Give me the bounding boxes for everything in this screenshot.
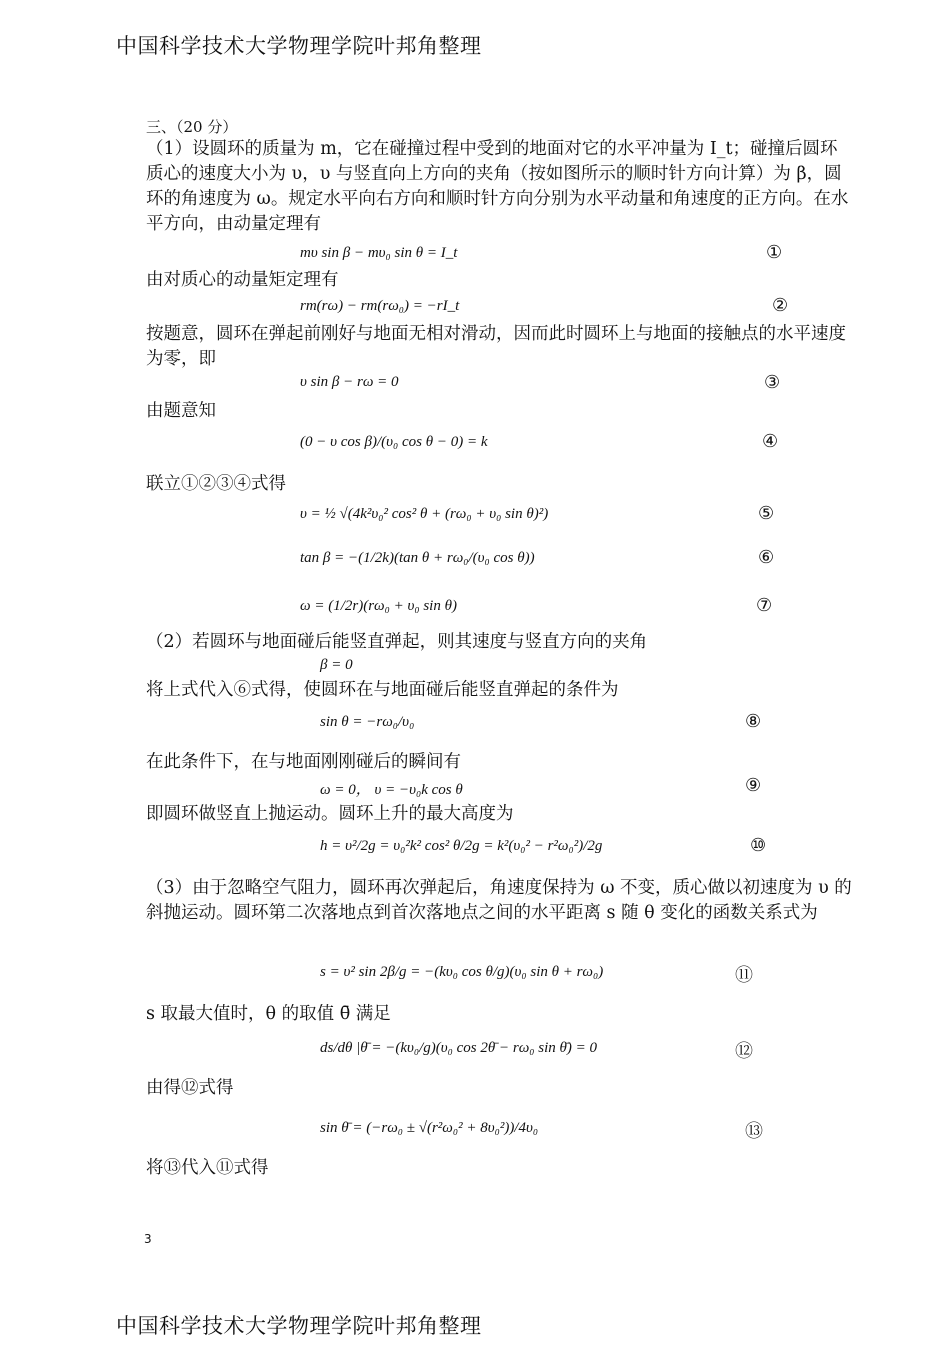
equation-7: ω = (1/2r)(rω₀ + υ₀ sin θ)	[300, 598, 457, 614]
eq-number-10: ⑩	[750, 835, 767, 856]
equation-9: ω = 0， υ = −υ₀k cos θ	[320, 782, 463, 798]
text-condition: 在此条件下，在与地面刚刚碰后的瞬间有	[146, 752, 461, 772]
eq-number-4: ④	[762, 431, 779, 452]
page-number: 3	[144, 1232, 152, 1246]
paragraph-part2: （2）若圆环与地面碰后能竖直弹起，则其速度与竖直方向的夹角	[146, 632, 648, 652]
text-angular-momentum: 由对质心的动量矩定理有	[146, 270, 339, 290]
text-substitute: 将上式代入⑥式得，使圆环在与地面碰后能竖直弹起的条件为	[146, 680, 619, 700]
paragraph-part3: （3）由于忽略空气阻力，圆环再次弹起后，角速度保持为 ω 不变，质心做以初速度为 υ 的斜抛运动。圆环第二次落地点到首次落地点之间的水平距离 s 随 θ 变化的函数关系式为	[146, 878, 852, 923]
page-footer: 中国科学技术大学物理学院叶邦角整理	[116, 1314, 482, 1338]
eq-number-13: ⑬	[745, 1121, 763, 1142]
eq-number-9: ⑨	[745, 775, 762, 796]
equation-4: (0 − υ cos β)/(υ₀ cos θ − 0) = k	[300, 434, 488, 450]
text-maximum: s 取最大值时，θ 的取值 θ̄ 满足	[146, 1004, 391, 1024]
equation-11: s = υ² sin 2β/g = −(kυ₀ cos θ/g)(υ₀ sin θ + rω₀)	[320, 964, 604, 980]
eq-number-7: ⑦	[756, 595, 773, 616]
equation-13: sin θ̄ = (−rω₀ ± √(r²ω₀² + 8υ₀²))/4υ₀	[320, 1120, 539, 1136]
equation-6: tan β = −(1/2k)(tan θ + rω₀/(υ₀ cos θ))	[300, 550, 535, 566]
equation-1: mυ sin β − mυ₀ sin θ = I_t	[300, 245, 458, 261]
page-header: 中国科学技术大学物理学院叶邦角整理	[116, 34, 482, 58]
eq-number-11: ⑪	[735, 965, 753, 986]
equation-beta-zero: β = 0	[320, 657, 353, 673]
text-max-height: 即圆环做竖直上抛运动。圆环上升的最大高度为	[146, 804, 514, 824]
equation-3: υ sin β − rω = 0	[300, 374, 399, 390]
equation-12: ds/dθ |θ̄ = −(kυ₀/g)(υ₀ cos 2θ̄ − rω₀ sin θ̄) = 0	[320, 1040, 597, 1056]
eq-number-1: ①	[766, 242, 783, 263]
eq-number-12: ⑫	[735, 1041, 753, 1062]
eq-number-3: ③	[764, 372, 781, 393]
eq-number-6: ⑥	[758, 547, 775, 568]
paragraph-no-slip: 按题意，圆环在弹起前刚好与地面无相对滑动，因而此时圆环上与地面的接触点的水平速度为零，即	[146, 324, 846, 369]
section-heading: 三、（20 分）	[146, 118, 238, 136]
equation-8: sin θ = −rω₀/υ₀	[320, 714, 415, 730]
text-given: 由题意知	[146, 401, 216, 421]
text-combine: 联立①②③④式得	[146, 474, 286, 494]
paragraph-part1: （1）设圆环的质量为 m，它在碰撞过程中受到的地面对它的水平冲量为 I_t；碰撞后圆环质心的速度大小为 υ，υ 与竖直向上方向的夹角（按如图所示的顺时针方向计算）为 β，圆环的角速度为 ω。规定水平向右方向和顺时针方向分别为水平动量和角速度的正方向。在水平方向，由动量定理有	[146, 139, 849, 234]
eq-number-8: ⑧	[745, 711, 762, 732]
text-substitute-13: 将⑬代入⑪式得	[146, 1158, 269, 1178]
equation-10: h = υ²/2g = υ₀²k² cos² θ/2g = k²(υ₀² − r²ω₀²)/2g	[320, 838, 603, 854]
text-from-12: 由得⑫式得	[146, 1078, 234, 1098]
equation-2: rm(rω) − rm(rω₀) = −rI_t	[300, 298, 460, 314]
eq-number-5: ⑤	[758, 503, 775, 524]
equation-5: υ = ½ √(4k²υ₀² cos² θ + (rω₀ + υ₀ sin θ)²)	[300, 506, 549, 522]
eq-number-2: ②	[772, 295, 789, 316]
